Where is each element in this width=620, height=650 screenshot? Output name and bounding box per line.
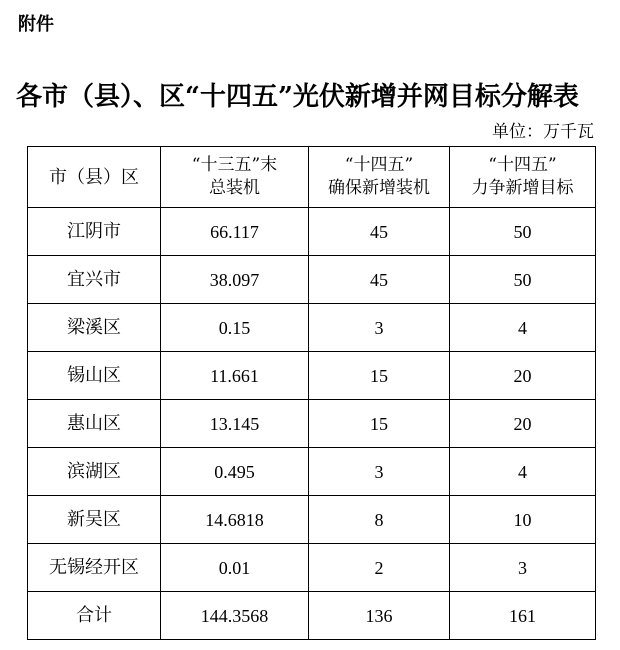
- cell-installed: 13.145: [161, 400, 309, 448]
- header-ensure-line2: 确保新增装机: [328, 178, 430, 198]
- cell-region: 新吴区: [28, 496, 161, 544]
- table-row: [28, 256, 596, 304]
- cell-installed: 11.661: [161, 352, 309, 400]
- cell-ensure: 8: [309, 496, 450, 544]
- cell-region: 滨湖区: [28, 448, 161, 496]
- table-row: [28, 496, 596, 544]
- attachment-label: 附件: [18, 14, 54, 35]
- cell-region: 锡山区: [28, 352, 161, 400]
- header-strive: [450, 147, 596, 208]
- table-row: [28, 544, 596, 592]
- cell-strive: 4: [450, 448, 596, 496]
- cell-installed: 0.01: [161, 544, 309, 592]
- header-region-label: 市（县）区: [49, 166, 139, 188]
- cell-installed: 0.495: [161, 448, 309, 496]
- cell-region: 江阴市: [28, 208, 161, 256]
- header-ensure-line1: “十四五”: [344, 155, 414, 175]
- cell-ensure: 3: [309, 448, 450, 496]
- target-allocation-table: [27, 146, 596, 640]
- cell-installed: 66.117: [161, 208, 309, 256]
- cell-ensure: 15: [309, 400, 450, 448]
- table-header-row: [28, 147, 596, 208]
- cell-region: 梁溪区: [28, 304, 161, 352]
- cell-installed: 0.15: [161, 304, 309, 352]
- header-installed-line2: 总装机: [209, 178, 260, 198]
- header-installed-line1: “十三五”末: [191, 155, 278, 175]
- cell-ensure: 3: [309, 304, 450, 352]
- header-ensure: [309, 147, 450, 208]
- cell-strive: 50: [450, 256, 596, 304]
- unit-label: 单位：万千瓦: [492, 122, 594, 142]
- cell-strive: 4: [450, 304, 596, 352]
- cell-ensure: 45: [309, 256, 450, 304]
- header-region: [28, 147, 161, 208]
- table-row: [28, 208, 596, 256]
- table-total-row: [28, 592, 596, 640]
- table-row: [28, 448, 596, 496]
- table-row: [28, 352, 596, 400]
- cell-strive: 50: [450, 208, 596, 256]
- document-title: 各市（县）、区“十四五”光伏新增并网目标分解表: [16, 82, 579, 112]
- cell-ensure: 2: [309, 544, 450, 592]
- cell-total-strive: 161: [450, 592, 596, 640]
- cell-total-ensure: 136: [309, 592, 450, 640]
- table-row: [28, 304, 596, 352]
- cell-strive: 10: [450, 496, 596, 544]
- cell-ensure: 45: [309, 208, 450, 256]
- cell-strive: 20: [450, 400, 596, 448]
- header-strive-line2: 力争新增目标: [471, 178, 574, 198]
- cell-total-label: 合计: [28, 592, 161, 640]
- cell-region: 宜兴市: [28, 256, 161, 304]
- cell-installed: 38.097: [161, 256, 309, 304]
- cell-total-installed: 144.3568: [161, 592, 309, 640]
- header-installed: [161, 147, 309, 208]
- cell-strive: 20: [450, 352, 596, 400]
- table-row: [28, 400, 596, 448]
- header-strive-line1: “十四五”: [488, 155, 557, 175]
- cell-ensure: 15: [309, 352, 450, 400]
- cell-installed: 14.6818: [161, 496, 309, 544]
- cell-region: 无锡经开区: [28, 544, 161, 592]
- cell-strive: 3: [450, 544, 596, 592]
- cell-region: 惠山区: [28, 400, 161, 448]
